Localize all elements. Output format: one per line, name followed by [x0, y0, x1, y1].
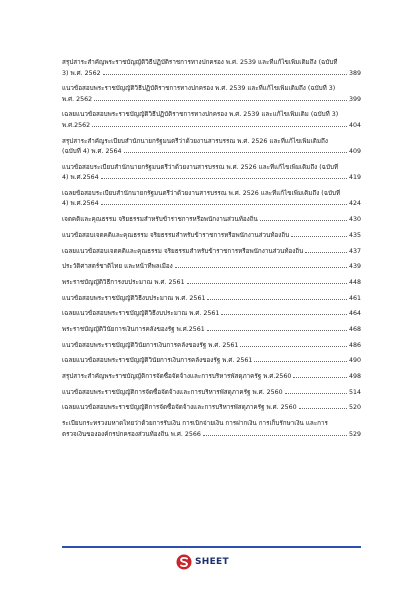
toc-entry — [62, 58, 361, 79]
toc-entry-title: 4) พ.ศ.2564 — [62, 200, 99, 208]
dot-leader — [103, 74, 347, 75]
toc-entry — [62, 325, 361, 336]
dot-leader — [299, 408, 347, 409]
toc-entry-title: แนวข้อสอบพระราชบัญญัติวิธีงบประมาณ พ.ศ. 2561 — [62, 294, 206, 302]
toc-page-number: 435 — [348, 231, 361, 239]
dot-leader — [260, 220, 347, 221]
toc-entry — [62, 163, 361, 184]
toc-entry-line — [62, 247, 361, 258]
dot-leader — [187, 283, 347, 284]
toc-entry — [62, 231, 361, 242]
toc-entry — [62, 356, 361, 367]
toc-page-number: 514 — [348, 388, 361, 396]
toc-entry-line — [62, 163, 361, 174]
toc-entry-title: ระเบียบกระทรวงมหาดไทยว่าด้วยการรับเงิน การเบิกจ่ายเงิน การฝากเงิน การเก็บรักษาเงิน และการ — [62, 420, 328, 428]
toc-entry-line — [62, 95, 361, 106]
dot-leader — [254, 361, 347, 362]
toc-entry-title: ตรวจเงินขององค์กรปกครองส่วนท้องถิ่น พ.ศ. 2566 — [62, 430, 201, 438]
toc-entry-title: 4) พ.ศ.2564 — [62, 174, 99, 182]
toc-entry-line — [62, 69, 361, 80]
toc-entry-line — [62, 372, 361, 383]
toc-entry — [62, 419, 361, 440]
toc-page-number: 464 — [348, 310, 361, 318]
toc-entry-title: สรุปสาระสำคัญระเบียบสำนักนายกรัฐมนตรีว่าด้วยงานสารบรรณ พ.ศ. 2526 และที่แก้ไขเพิ่มเติมถึง — [62, 137, 328, 145]
toc-entry-line — [62, 58, 361, 69]
logo-text: SHEET — [195, 557, 229, 567]
table-of-contents — [62, 58, 361, 445]
toc-entry-title: สรุปสาระสำคัญพระราชบัญญัติการจัดซื้อจัดจ้างและการบริหารพัสดุภาครัฐ พ.ศ.2560 — [62, 373, 292, 380]
toc-entry-title: พ.ศ. 2562 — [62, 95, 93, 103]
toc-entry-line — [62, 388, 361, 399]
dot-leader — [101, 204, 347, 205]
toc-entry-title: แนวข้อสอบพระราชบัญญัติวิธีปฏิบัติราชการทางปกครอง พ.ศ. 2539 และที่แก้ไขเพิ่มเติมถึง (ฉบับที่ 3) — [62, 85, 336, 93]
dot-leader — [207, 330, 347, 331]
toc-page-number: 389 — [348, 69, 361, 77]
toc-entry-line — [62, 199, 361, 210]
toc-entry — [62, 110, 361, 131]
toc-entry-line — [62, 278, 361, 289]
dot-leader — [285, 393, 347, 394]
toc-entry-title: แนวข้อสอบพระราชบัญญัติการจัดซื้อจัดจ้างและการบริหารพัสดุภาครัฐ พ.ศ. 2560 — [62, 388, 283, 396]
toc-page-number: 399 — [348, 95, 361, 103]
toc-entry-line — [62, 147, 361, 158]
toc-page-number: 430 — [348, 216, 361, 224]
dot-leader — [92, 126, 347, 127]
toc-page-number: 404 — [348, 121, 361, 129]
toc-entry — [62, 388, 361, 399]
toc-entry-line — [62, 325, 361, 336]
toc-page-number: 419 — [348, 174, 361, 182]
toc-entry-title: เฉลยแนวข้อสอบพระราชบัญญัติวิธีปฏิบัติราชการทางปกครอง พ.ศ. 2539 และแก้ไขเพิ่มเติม (ฉบับที่ 3) — [62, 111, 339, 119]
toc-entry-line — [62, 189, 361, 200]
toc-entry-title: สรุปสาระสำคัญพระราชบัญญัติวิธีปฏิบัติราชการทางปกครอง พ.ศ. 2539 และที่แก้ไขเพิ่มเติมถึง (ฉบับที่ — [62, 59, 338, 66]
toc-entry-title: (ฉบับที่ 4) พ.ศ. 2564 — [62, 148, 122, 156]
toc-entry — [62, 84, 361, 105]
toc-entry-title: 3) พ.ศ. 2562 — [62, 69, 101, 77]
toc-entry-line — [62, 356, 361, 367]
toc-page-number: 409 — [348, 148, 361, 156]
toc-page-number: 439 — [348, 263, 361, 271]
dot-leader — [291, 236, 347, 237]
footer-rule — [62, 546, 361, 548]
toc-entry-line — [62, 173, 361, 184]
toc-entry-title: เฉลยข้อสอบระเบียบสำนักนายกรัฐมนตรีว่าด้วยงานสารบรรณ พ.ศ. 2526 และที่แก้ไขเพิ่มเติมถึง (ฉบับที่ — [62, 189, 341, 197]
toc-entry-line — [62, 341, 361, 352]
toc-entry-line — [62, 231, 361, 242]
toc-page-number: 490 — [348, 357, 361, 365]
toc-entry-title: เฉลยแนวข้อสอบพระราชบัญญัติวินัยการเงินการคลังของรัฐ พ.ศ. 2561 — [62, 357, 253, 365]
toc-entry-title: แนวข้อสอบระเบียบสำนักนายกรัฐมนตรีว่าด้วยงานสารบรรณ พ.ศ. 2526 และที่แก้ไขเพิ่มเติมถึง (ฉบับที่ — [62, 163, 339, 171]
toc-entry-line — [62, 309, 361, 320]
toc-entry-title: เฉลยแนวข้อสอบพระราชบัญญัติวิธีงบประมาณ พ.ศ. 2561 — [62, 310, 220, 318]
toc-entry — [62, 341, 361, 352]
toc-entry-title: เฉลยแนวข้อสอบพระราชบัญญัติการจัดซื้อจัดจ้างและการบริหารพัสดุภาครัฐ พ.ศ. 2560 — [62, 404, 297, 412]
toc-entry-line — [62, 294, 361, 305]
dot-leader — [124, 152, 347, 153]
toc-entry-line — [62, 262, 361, 273]
toc-page-number: 448 — [348, 278, 361, 286]
toc-entry-title: พระราชบัญญัติวิธีการงบประมาณ พ.ศ. 2561 — [62, 278, 185, 286]
dot-leader — [207, 299, 347, 300]
toc-entry — [62, 372, 361, 383]
toc-entry-title: พ.ศ.2562 — [62, 121, 91, 129]
dot-leader — [240, 346, 347, 347]
toc-entry-line — [62, 110, 361, 121]
toc-entry-line — [62, 121, 361, 132]
toc-page-number: 468 — [348, 325, 361, 333]
toc-entry-title: พระราชบัญญัติวินัยการเงินการคลังของรัฐ พ.ศ.2561 — [62, 325, 205, 333]
toc-entry — [62, 247, 361, 258]
toc-entry-title: แนวข้อสอบเจตคติและคุณธรรม จริยธรรมสำหรับข้าราชการหรือพนักงานส่วนท้องถิ่น — [62, 231, 290, 239]
toc-entry-line — [62, 215, 361, 226]
toc-entry-title: เจตคติและคุณธรรม จริยธรรมสำหรับข้าราชการหรือพนักงานส่วนท้องถิ่น — [62, 216, 258, 224]
toc-page-number: 529 — [348, 430, 361, 438]
toc-page-number: 461 — [348, 294, 361, 302]
footer-logo — [176, 553, 242, 571]
toc-page-number: 486 — [348, 341, 361, 349]
toc-entry-line — [62, 403, 361, 414]
toc-page-number: 498 — [348, 373, 361, 380]
toc-entry-line — [62, 137, 361, 148]
toc-entry — [62, 215, 361, 226]
toc-entry-line — [62, 419, 361, 430]
toc-entry-title: ประวัติศาสตร์ชาติไทย และหน้าที่พลเมือง — [62, 263, 173, 271]
toc-page-number: 520 — [348, 404, 361, 412]
toc-page-number: 437 — [348, 247, 361, 255]
dot-leader — [221, 314, 347, 315]
toc-entry-title: แนวข้อสอบพระราชบัญญัติวินัยการเงินการคลังของรัฐ พ.ศ. 2561 — [62, 341, 239, 349]
toc-page-number: 424 — [348, 200, 361, 208]
toc-entry-title: เฉลยแนวข้อสอบเจตคติและคุณธรรม จริยธรรมสำหรับข้าราชการหรือพนักงานส่วนท้องถิ่น — [62, 247, 304, 255]
dot-leader — [94, 100, 347, 101]
toc-entry — [62, 137, 361, 158]
dot-leader — [305, 252, 347, 253]
dot-leader — [293, 377, 347, 378]
toc-entry-line — [62, 84, 361, 95]
toc-entry — [62, 294, 361, 305]
dot-leader — [203, 435, 347, 436]
toc-entry-line — [62, 430, 361, 441]
toc-entry — [62, 278, 361, 289]
logo-s-icon — [176, 554, 192, 570]
toc-entry — [62, 309, 361, 320]
dot-leader — [175, 267, 347, 268]
dot-leader — [101, 178, 347, 179]
toc-entry — [62, 189, 361, 210]
toc-entry — [62, 403, 361, 414]
toc-entry — [62, 262, 361, 273]
